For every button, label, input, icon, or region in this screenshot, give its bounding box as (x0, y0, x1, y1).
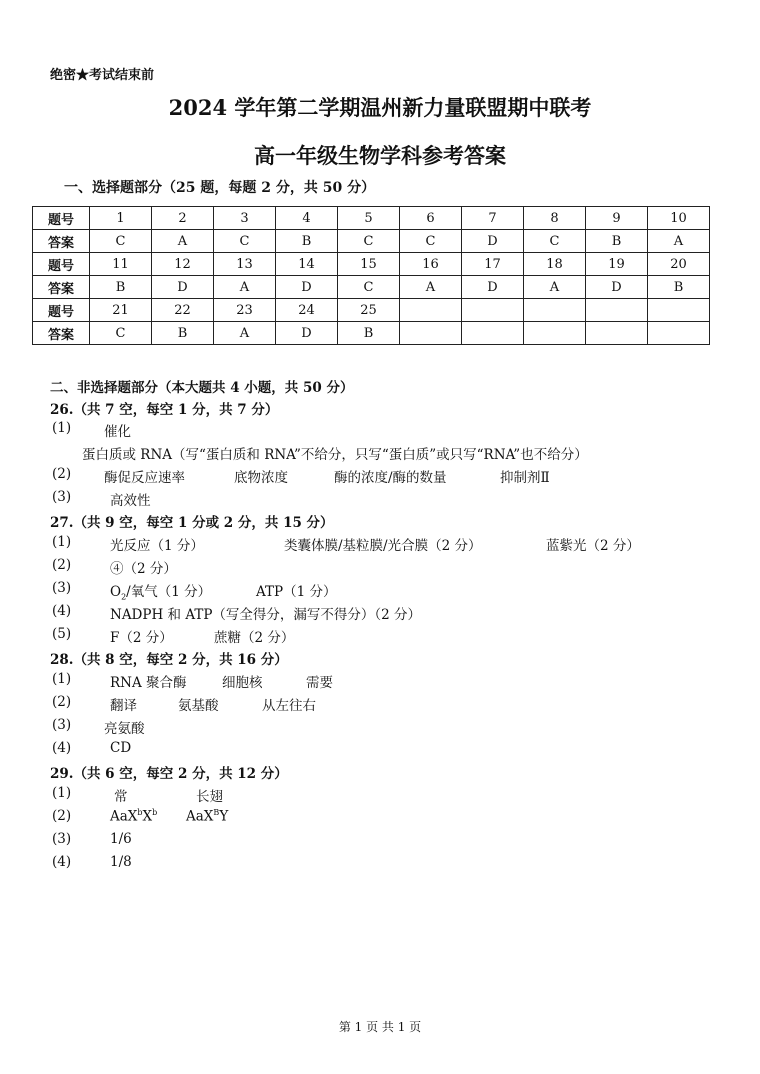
answer-cell: B (276, 230, 338, 253)
answer-table (32, 206, 710, 345)
question-number-label: 题号 (33, 253, 90, 276)
answer-cell: B (648, 276, 710, 299)
answer-row (33, 276, 710, 299)
page-footer: 第 1 页 共 1 页 (338, 1020, 422, 1034)
question-number-cell: 15 (338, 253, 400, 276)
question-number-cell: 19 (586, 253, 648, 276)
question-number-cell: 14 (276, 253, 338, 276)
question-number-cell (462, 299, 524, 322)
question-number-cell: 9 (586, 207, 648, 230)
question-number-cell: 5 (338, 207, 400, 230)
question-number-cell (586, 299, 648, 322)
answer-cell: B (586, 230, 648, 253)
question-number-row (33, 299, 710, 322)
question-number-cell (648, 299, 710, 322)
answer-cell: C (338, 230, 400, 253)
question-number-cell: 18 (524, 253, 586, 276)
question-number-cell: 16 (400, 253, 462, 276)
exam-subtitle: 高一年级生物学科参考答案 (254, 143, 506, 168)
answer-cell: A (648, 230, 710, 253)
answer-cell (586, 322, 648, 345)
answer-cell: A (152, 230, 214, 253)
confidential-label: 绝密★考试结束前 (50, 68, 155, 83)
answer-cell: B (90, 276, 152, 299)
answer-cell: C (90, 230, 152, 253)
answer-cell: D (276, 276, 338, 299)
answer-cell: C (338, 276, 400, 299)
answer-cell: A (214, 276, 276, 299)
question-number-cell: 6 (400, 207, 462, 230)
answer-cell: B (152, 322, 214, 345)
answer-cell: D (276, 322, 338, 345)
question-number-label: 题号 (33, 299, 90, 322)
answer-cell: A (524, 276, 586, 299)
answer-cell: C (400, 230, 462, 253)
answer-label: 答案 (33, 230, 90, 253)
answer-cell (648, 322, 710, 345)
question-number-cell: 21 (90, 299, 152, 322)
question-number-cell: 4 (276, 207, 338, 230)
answer-label: 答案 (33, 276, 90, 299)
question-number-cell: 8 (524, 207, 586, 230)
question-number-cell: 23 (214, 299, 276, 322)
question-number-row (33, 207, 710, 230)
answer-cell: C (214, 230, 276, 253)
question-number-cell: 20 (648, 253, 710, 276)
question-number-cell: 11 (90, 253, 152, 276)
question-number-row (33, 253, 710, 276)
answer-cell (524, 322, 586, 345)
question-number-cell: 17 (462, 253, 524, 276)
question-number-cell: 10 (648, 207, 710, 230)
question-number-cell (400, 299, 462, 322)
section1-heading: 一、选择题部分（25 题，每题 2 分，共 50 分） (64, 180, 376, 196)
answer-cell: D (152, 276, 214, 299)
answer-cell: D (586, 276, 648, 299)
question-number-cell: 2 (152, 207, 214, 230)
question-number-cell: 25 (338, 299, 400, 322)
answer-label: 答案 (33, 322, 90, 345)
question-number-cell: 24 (276, 299, 338, 322)
answer-cell (400, 322, 462, 345)
answer-cell: A (214, 322, 276, 345)
question-number-cell: 22 (152, 299, 214, 322)
question-number-label: 题号 (33, 207, 90, 230)
answer-cell: A (400, 276, 462, 299)
exam-title: 2024 学年第二学期温州新力量联盟期中联考 (168, 95, 592, 120)
answer-cell: B (338, 322, 400, 345)
question-number-cell: 13 (214, 253, 276, 276)
question-number-cell (524, 299, 586, 322)
answer-cell: D (462, 230, 524, 253)
question-number-cell: 3 (214, 207, 276, 230)
answer-cell: C (90, 322, 152, 345)
question-number-cell: 7 (462, 207, 524, 230)
answer-row (33, 230, 710, 253)
answer-cell (462, 322, 524, 345)
answer-cell: C (524, 230, 586, 253)
question-number-cell: 12 (152, 253, 214, 276)
answer-row (33, 322, 710, 345)
question-number-cell: 1 (90, 207, 152, 230)
answer-cell: D (462, 276, 524, 299)
